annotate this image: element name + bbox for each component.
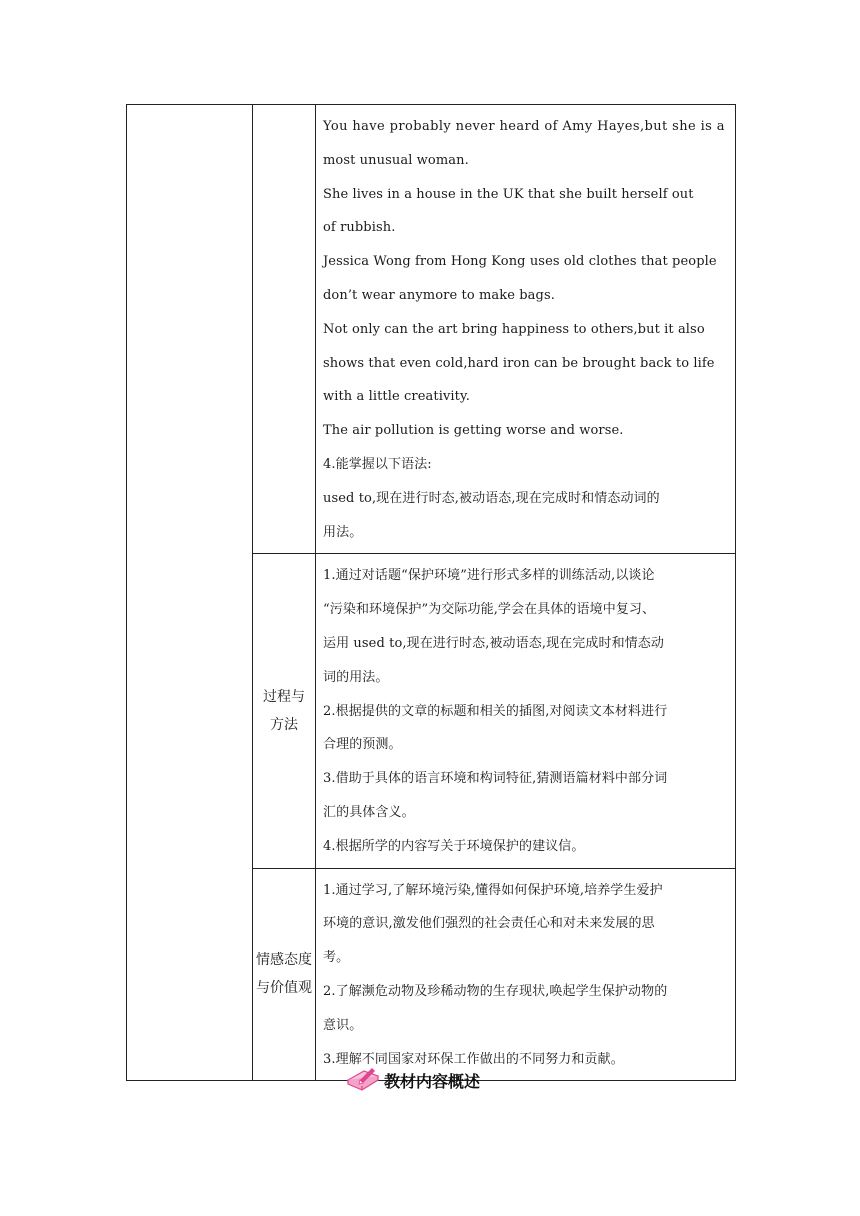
text-line: 3.借助于具体的语言环境和构词特征,猜测语篇材料中部分词 xyxy=(323,771,668,787)
label-line: 与价值观 xyxy=(256,980,312,997)
text-line: 词的用法。 xyxy=(323,669,389,685)
text-line: 用法。 xyxy=(323,524,363,540)
text-line: Jessica Wong from Hong Kong uses old clothes that people xyxy=(323,254,717,270)
text-line: 2.根据提供的文章的标题和相关的插图,对阅读文本材料进行 xyxy=(323,703,668,719)
text-line: 1.通过对话题“保护环境”进行形式多样的训练活动,以谈论 xyxy=(323,568,655,584)
text-line: don’t wear anymore to make bags. xyxy=(323,287,555,303)
text-line: 4.根据所学的内容写关于环境保护的建议信。 xyxy=(323,838,585,854)
text-line: Not only can the art bring happiness to others,but it also xyxy=(323,321,705,337)
text-line: You have probably never heard of Amy Hayes,but she is a xyxy=(323,119,725,134)
text-line: She lives in a house in the UK that she built herself out xyxy=(323,186,694,202)
text-line: 2.了解濒危动物及珍稀动物的生存现状,唤起学生保护动物的 xyxy=(323,983,668,999)
book-pen-icon xyxy=(346,1066,380,1094)
section-heading xyxy=(346,1066,480,1094)
teaching-goals-table xyxy=(126,104,736,1081)
section-title: 教材内容概述 xyxy=(384,1071,481,1091)
text-line: 意识。 xyxy=(323,1017,363,1033)
process-methods-cell xyxy=(316,554,736,868)
label-line: 过程与 xyxy=(263,688,305,705)
text-line: used to,现在进行时态,被动语态,现在完成时和情态动词的 xyxy=(323,490,660,506)
text-line: 4.能掌握以下语法: xyxy=(323,456,432,472)
row-label-process-methods xyxy=(253,554,316,868)
label-line: 方法 xyxy=(270,716,298,733)
text-line: 考。 xyxy=(323,950,350,966)
text-line: of rubbish. xyxy=(323,220,396,236)
table-row xyxy=(127,105,736,554)
text-line: 1.通过学习,了解环境污染,懂得如何保护环境,培养学生爱护 xyxy=(323,882,663,898)
text-line: 合理的预测。 xyxy=(323,737,402,753)
row-label-attitudes-values xyxy=(253,868,316,1081)
attitudes-values-cell xyxy=(316,868,736,1081)
language-examples-cell xyxy=(316,105,736,554)
text-line: 环境的意识,激发他们强烈的社会责任心和对未来发展的思 xyxy=(323,916,655,932)
row-label xyxy=(253,105,316,554)
label-line: 情感态度 xyxy=(256,952,312,969)
text-line: 运用 used to,现在进行时态,被动语态,现在完成时和情态动 xyxy=(323,635,664,651)
category-cell xyxy=(127,105,253,1081)
text-line: The air pollution is getting worse and worse. xyxy=(323,423,624,439)
text-line: “污染和环境保护”为交际功能,学会在具体的语境中复习、 xyxy=(323,602,656,618)
text-line: 汇的具体含义。 xyxy=(323,804,415,820)
text-line: 3.理解不同国家对环保工作做出的不同努力和贡献。 xyxy=(323,1051,624,1067)
text-line: with a little creativity. xyxy=(323,389,470,405)
text-line: most unusual woman. xyxy=(323,152,469,168)
text-line: shows that even cold,hard iron can be brought back to life xyxy=(323,355,715,371)
